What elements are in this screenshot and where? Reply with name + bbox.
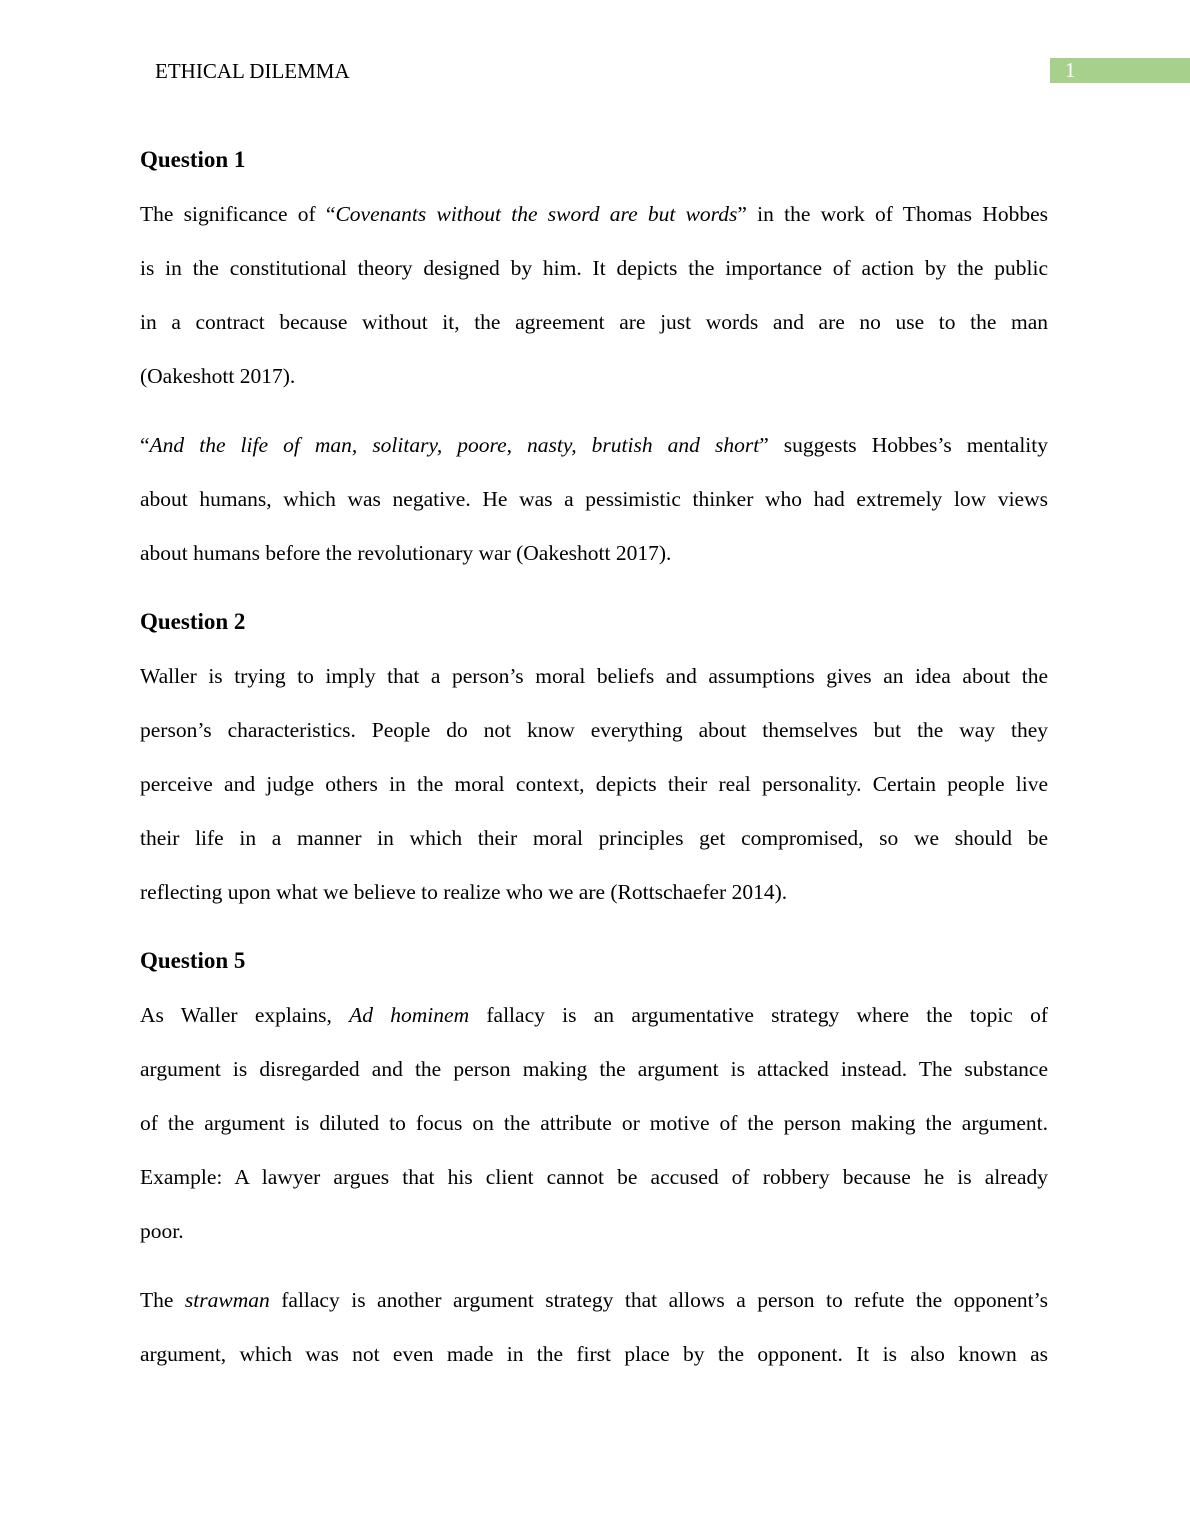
text-line [140,988,1048,1042]
text-run: Example: A lawyer argues that his client cannot be accused of robbery because he is already [140,1165,1048,1189]
text-line [140,865,1048,919]
text-run: reflecting upon what we believe to realize who we are (Rottschaefer 2014). [140,880,788,904]
text-line [140,1150,1048,1204]
text-run: argument is disregarded and the person making the argument is attacked instead. The substance [140,1057,1048,1081]
text-line [140,187,1048,241]
paragraph [140,649,1048,919]
text-line [140,1273,1048,1327]
text-run: is in the constitutional theory designed by him. It depicts the importance of action by the public [140,256,1048,280]
text-line [140,757,1048,811]
text-run: argument, which was not even made in the first place by the opponent. It is also known as [140,1342,1048,1366]
text-line [140,1204,1048,1258]
text-line [140,418,1048,472]
text-run: in a contract because without it, the agreement are just words and are no use to the man [140,310,1048,334]
section [140,934,1048,1381]
section [140,133,1048,580]
text-line [140,349,1048,403]
text-run: “ [140,433,150,457]
text-run: fallacy is another argument strategy that allows a person to refute the opponent’s [269,1288,1048,1312]
text-line [140,241,1048,295]
text-run: The [140,1288,185,1312]
text-line [140,1042,1048,1096]
text-line [140,811,1048,865]
italic-text: strawman [184,1288,270,1312]
paragraph [140,1273,1048,1381]
running-head: ETHICAL DILEMMA [155,59,350,83]
document-body [140,133,1048,1396]
text-run: of the argument is diluted to focus on the attribute or motive of the person making the argument. [140,1111,1048,1135]
text-line [140,295,1048,349]
page-number-bar [1050,58,1190,83]
section-heading: Question 5 [140,948,246,973]
text-run: The significance of “ [140,202,336,226]
text-run: ” in the work of Thomas Hobbes [737,202,1048,226]
text-run: fallacy is an argumentative strategy where the topic of [469,1003,1049,1027]
text-run: ” suggests Hobbes’s mentality [759,433,1048,457]
text-run: poor. [140,1219,184,1243]
text-run: Waller is trying to imply that a person’s moral beliefs and assumptions gives an idea about the [140,664,1048,688]
page-number: 1 [1065,58,1076,82]
italic-text: Covenants without the sword are but words [335,202,738,226]
text-run: perceive and judge others in the moral context, depicts their real personality. Certain people live [140,772,1048,796]
text-run: about humans, which was negative. He was a pessimistic thinker who had extremely low views [140,487,1048,511]
text-line [140,1327,1048,1381]
text-line [140,472,1048,526]
paragraph [140,187,1048,403]
paragraph [140,418,1048,580]
text-run: their life in a manner in which their moral principles get compromised, so we should be [140,826,1048,850]
text-line [140,649,1048,703]
text-line [140,1096,1048,1150]
paragraph [140,988,1048,1258]
text-run: person’s characteristics. People do not know everything about themselves but the way they [140,718,1048,742]
section [140,595,1048,919]
text-line [140,526,1048,580]
section-heading: Question 1 [140,147,246,172]
text-run: As Waller explains, [140,1003,350,1027]
text-line [140,703,1048,757]
italic-text: Ad hominem [349,1003,470,1027]
text-run: about humans before the revolutionary war (Oakeshott 2017). [140,541,672,565]
text-run: (Oakeshott 2017). [140,364,296,388]
italic-text: And the life of man, solitary, poore, nasty, brutish and short [149,433,760,457]
section-heading: Question 2 [140,609,246,634]
